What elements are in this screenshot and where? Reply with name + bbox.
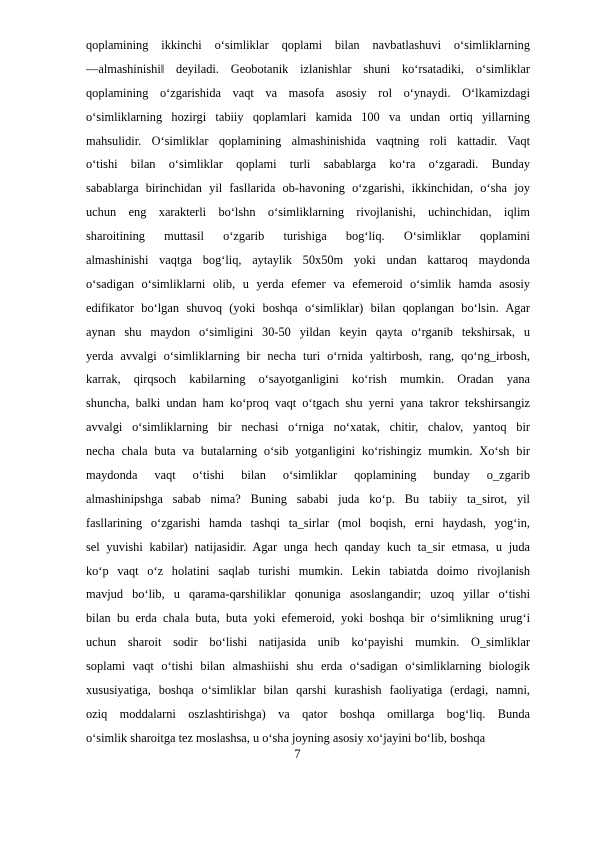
text-line: xususiyatiga, boshqa o‘simliklar bilan qarshi kurashish faoliyatiga (erdagi, namni, xyxy=(86,683,530,698)
text-line: avvalgi o‘simliklarning bir nechasi o‘rniga no‘xatak, chitir, chalov, yantoq bir xyxy=(86,420,530,435)
text-line: qoplamining o‘zgarishida vaqt va masofa asosiy rol o‘ynaydi. O‘lkamizdagi xyxy=(86,85,530,100)
text-line: almashinishi vaqtga bog‘liq, aytaylik 50x50m yoki undan kattaroq maydonda xyxy=(86,253,530,268)
text-line: edifikator bo‘lgan shuvoq (yoki boshqa o‘simliklar) bilan qoplangan bo‘lsin. Agar xyxy=(86,300,530,315)
text-line: fasllarining o‘zgarishi hamda tashqi ta_sirlar (mol boqish, erni haydash, yog‘in, xyxy=(86,515,530,530)
text-line: sharoitining muttasil o‘zgarib turishiga bog‘liq. O‘simliklar qoplamini xyxy=(86,229,530,244)
text-line: oziq moddalarni oszlashtirishga) va qator boshqa omillarga bog‘liq. Bunda xyxy=(86,706,530,721)
document-page xyxy=(86,34,530,751)
text-line: necha chala buta va butalarning o‘sib yotganligini ko‘rishingiz mumkin. Xo‘sh bir xyxy=(86,444,530,459)
text-line: aynan shu maydon o‘simligini 30-50 yildan keyin qayta o‘rganib tekshirsak, u xyxy=(86,324,530,339)
page-number: 7 xyxy=(294,747,301,761)
text-line: qoplamining ikkinchi o‘simliklar qoplami bilan navbatlashuvi o‘simliklarning xyxy=(86,38,530,52)
text-line: bilan bu erda chala buta, buta yoki efemeroid, yoki boshqa bir o‘simlikning urug‘i xyxy=(86,611,530,626)
text-line: maydonda vaqt o‘tishi bilan o‘simliklar qoplamining bunday o_zgarib xyxy=(86,468,530,483)
text-line: soplami vaqt o‘tishi bilan almashiishi shu erda o‘sadigan o‘simliklarning biologik xyxy=(86,659,530,674)
text-line: shuncha, balki undan ham ko‘proq vaqt o‘tgach shu yerni yana takror tekshirsangiz xyxy=(86,396,530,411)
text-line: o‘simliklarning hozirgi tabiiy qoplamlari kamida 100 va undan ortiq yillarning xyxy=(86,109,530,124)
text-line: sabablarga birinchidan yil fasllarida ob-havoning o‘zgarishi, ikkinchidan, o‘sha joy xyxy=(86,181,530,196)
text-line: uchun eng xarakterli bo‘lshn o‘simliklarning rivojlanishi, uchinchidan, iqlim xyxy=(86,205,530,220)
text-line: o‘sadigan o‘simliklarni olib, u yerda efemer va efemeroid o‘simlik hamda asosiy xyxy=(86,276,530,291)
text-line: o‘simlik sharoitga tez moslashsa, u o‘sha joyning asosiy xo‘jayini bo‘lib, boshqa xyxy=(86,730,486,745)
text-line: yerda avvalgi o‘simliklarning bir necha turi o‘rnida yaltirbosh, rang, qo‘ng_irbosh, xyxy=(86,348,530,363)
text-line: uchun sharoit sodir bo‘lishi natijasida unib ko‘payishi mumkin. O_simliklar xyxy=(86,635,530,650)
text-line: ko‘p vaqt o‘z holatini saqlab turishi mumkin. Lekin tabiatda doimo rivojlanish xyxy=(86,563,530,578)
text-line: sel yuvishi kabilar) natijasidir. Agar unga hech qanday kuch ta_sir etmasa, u juda xyxy=(86,539,530,554)
body-paragraph xyxy=(86,34,530,751)
text-line: o‘tishi bilan o‘simliklar qoplami turli sabablarga ko‘ra o‘zgaradi. Bunday xyxy=(86,157,530,172)
text-line: mavjud bo‘lib, u qarama-qarshiliklar qonuniga asoslangandir; uzoq yillar o‘tishi xyxy=(86,587,530,602)
text-line: ―almashinishi‖ deyiladi. Geobotanik izlanishlar shuni ko‘rsatadiki, o‘simliklar xyxy=(86,61,530,76)
text-line: almashinipshga sabab nima? Buning sababi juda ko‘p. Bu tabiiy ta_sirot, yil xyxy=(86,491,530,506)
text-line: karrak, qirqsoch kabilarning o‘sayotganligini ko‘rish mumkin. Oradan yana xyxy=(86,372,530,387)
text-line: mahsulidir. O‘simliklar qoplamining almashinishida vaqtning roli kattadir. Vaqt xyxy=(86,133,530,148)
